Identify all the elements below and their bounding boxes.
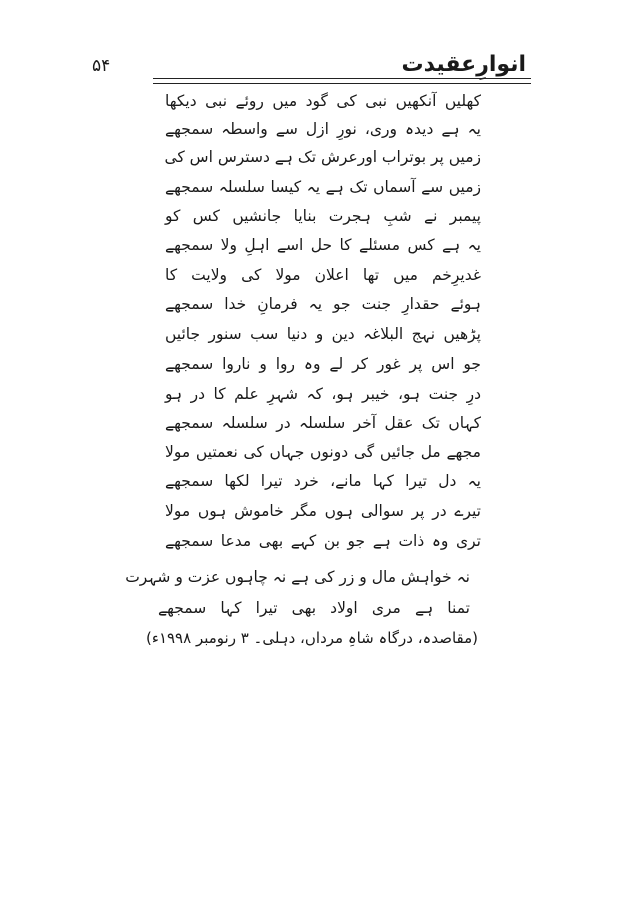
poem-line: غدیرِخم میں تھا اعلان مولا کی ولایت کا <box>165 266 481 284</box>
poem-line: تیرے در پر سوالی ہوں مگر خاموش ہوں مولا <box>165 502 481 520</box>
page-number: ۵۴ <box>92 56 111 76</box>
poem-line: نہ خواہش مال و زر کی ہے نہ چاہوں عزت و شہرت <box>125 568 470 586</box>
poem-line: تمنا ہے مری اولاد بھی تیرا کہا سمجھے <box>158 599 470 617</box>
header-rule <box>153 78 531 79</box>
poem-line: مجھے مل جائیں گی دونوں جہاں کی نعمتیں مولا <box>165 443 481 461</box>
poem-line: درِ جنت ہو، خیبر ہو، کہ شہرِ علم کا در ہو <box>165 385 481 403</box>
book-title: انوارِعقیدت <box>401 52 526 77</box>
poem-line: جو اس پر غور کر لے وہ روا و ناروا سمجھے <box>165 355 481 373</box>
poem-line: پیمبر نے شبِ ہجرت بنایا جانشیں کس کو <box>165 207 481 225</box>
header-rule <box>153 83 531 84</box>
poem-line: زمیں پر بوتراب اورعرش تک ہے دسترس اس کی <box>164 148 481 166</box>
poem-line: تری وہ ذات ہے جو بن کہے بھی مدعا سمجھے <box>165 532 481 550</box>
poem-line: کھلیں آنکھیں نبی کی گود میں روئے نبی دیکھا <box>165 92 481 110</box>
poem-line: یہ دل تیرا کہا مانے، خرد تیرا لکھا سمجھے <box>165 472 481 490</box>
poem-line: یہ ہے دیدہ وری، نورِ ازل سے واسطہ سمجھے <box>165 120 481 138</box>
poem-line: زمیں سے آسماں تک ہے یہ کیسا سلسلہ سمجھے <box>165 178 481 196</box>
poem-line: کہاں تک عقل آخر سلسلہ در سلسلہ سمجھے <box>165 414 481 432</box>
poem-line: پڑھیں نہج البلاغہ دین و دنیا سب سنور جائیں <box>165 325 481 343</box>
poem-line: یہ ہے کس مسئلے کا حل اسے اہلِ ولا سمجھے <box>165 236 481 254</box>
citation: (مقاصدہ، درگاہ شاہِ مرداں، دہلی۔ ۳ رنومبر ۱۹۹۸ء) <box>146 629 478 647</box>
poem-line: ہوئے حقدارِ جنت جو یہ فرمانِ خدا سمجھے <box>165 295 481 313</box>
